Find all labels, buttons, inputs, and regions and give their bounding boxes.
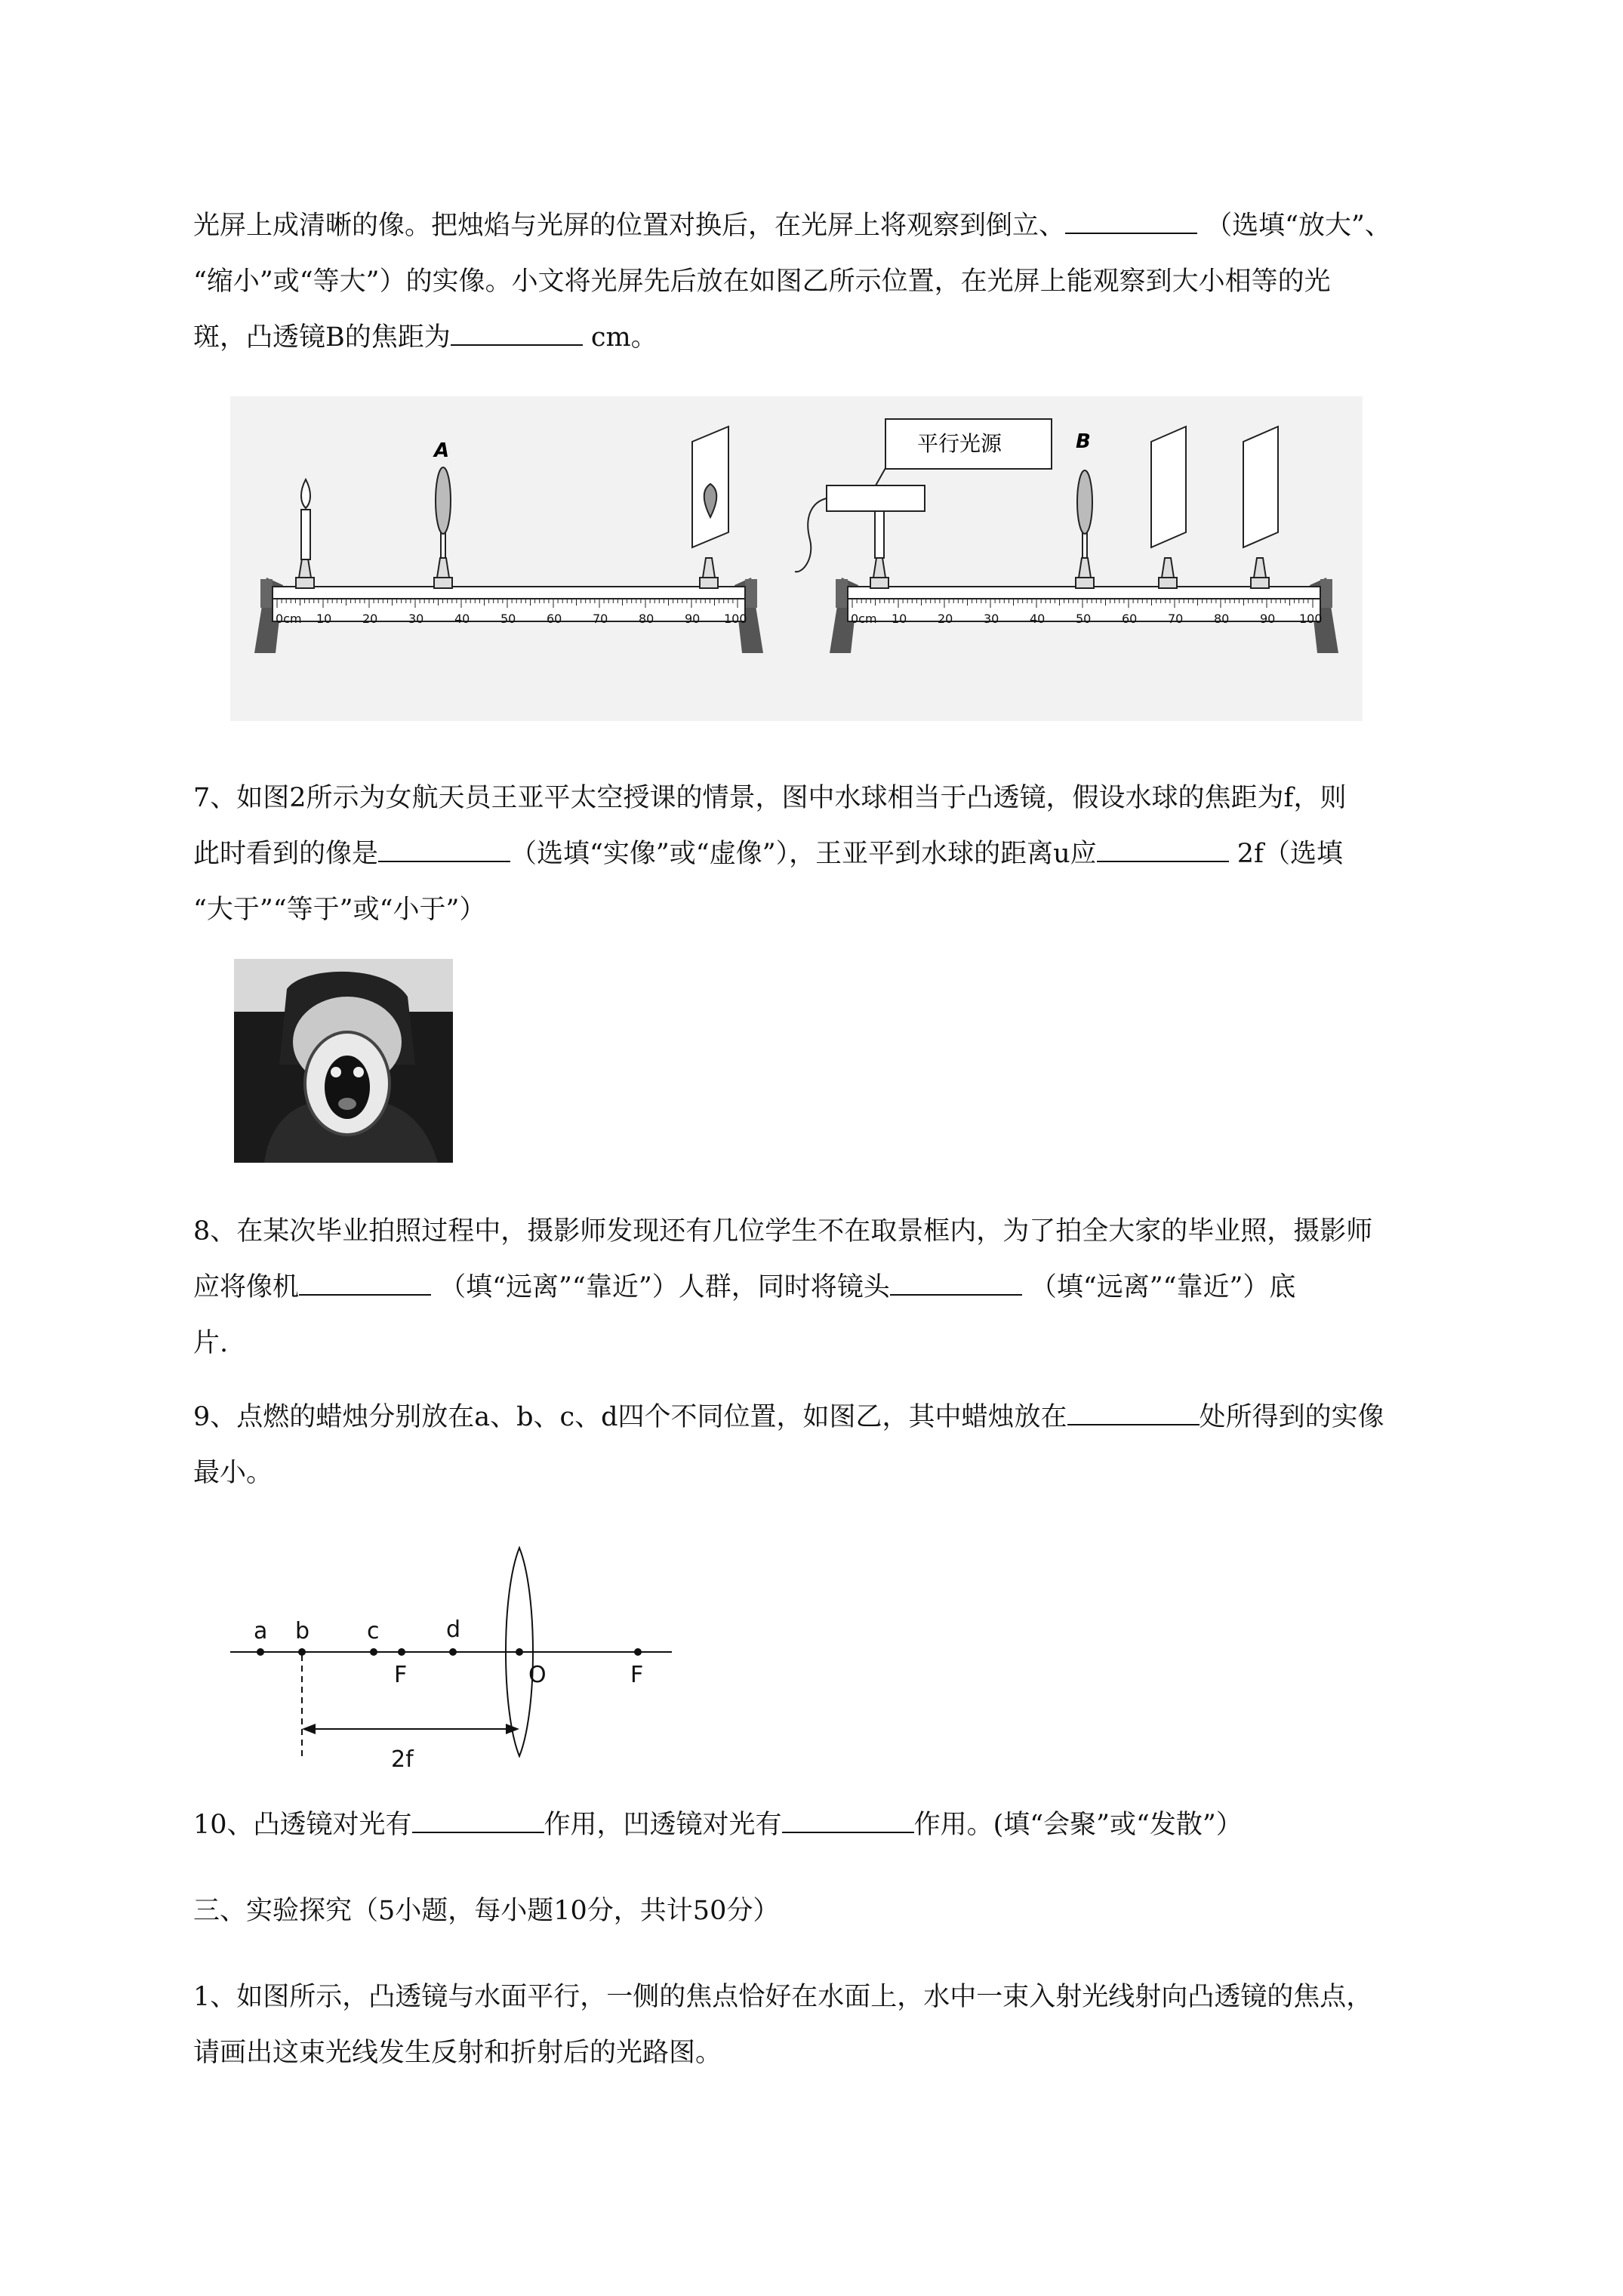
point-c xyxy=(370,1648,377,1656)
answer-blank[interactable] xyxy=(1097,833,1229,862)
svg-text:20: 20 xyxy=(362,612,378,626)
answer-blank[interactable] xyxy=(1067,1396,1200,1425)
point-a xyxy=(257,1648,264,1656)
answer-blank[interactable] xyxy=(890,1266,1022,1296)
svg-text:100: 100 xyxy=(1299,612,1323,626)
question-9-text: 9、点燃的蜡烛分别放在a、b、c、d四个不同位置，如图乙，其中蜡烛放在 处所得到的实像 最小。 xyxy=(193,1389,1537,1501)
label-a: a xyxy=(254,1618,268,1644)
experiment-question-1-text: 1、如图所示，凸透镜与水面平行，一侧的焦点恰好在水面上，水中一束入射光线射向凸透镜的焦点， 请画出这束光线发生反射和折射后的光路图。 xyxy=(193,1982,1373,2068)
point-f-left xyxy=(398,1648,405,1656)
point-b xyxy=(298,1648,306,1656)
svg-text:40: 40 xyxy=(454,612,470,626)
svg-text:80: 80 xyxy=(639,612,654,626)
question-10-text: 10、凸透镜对光有 作用，凹透镜对光有 作用。(填“会聚”或“发散”） xyxy=(193,1797,1537,1853)
svg-text:100: 100 xyxy=(724,612,747,626)
svg-text:90: 90 xyxy=(1260,612,1276,626)
svg-text:80: 80 xyxy=(1214,612,1230,626)
answer-blank[interactable] xyxy=(451,316,583,346)
question-6-text: 光屏上成清晰的像。把烛焰与光屏的位置对换后，在光屏上将观察到倒立、 （选填“放大”、 “缩小”或“等大”）的实像。小文将光屏先后放在如图乙所示位置，在光屏上能观察到大小相等的光 斑，凸透镜B的焦距为 cm。 xyxy=(193,198,1537,365)
point-o xyxy=(516,1648,523,1656)
svg-text:70: 70 xyxy=(1168,612,1184,626)
point-f-right xyxy=(634,1648,642,1656)
svg-text:20: 20 xyxy=(938,612,953,626)
svg-text:50: 50 xyxy=(500,612,516,626)
svg-text:30: 30 xyxy=(984,612,999,626)
question-7-text: 7、如图2所示为女航天员王亚平太空授课的情景，图中水球相当于凸透镜，假设水球的焦距为f，则 此时看到的像是 （选填“实像”或“虚像”），王亚平到水球的距离u应 2f（选填 “大于”“等于”或“小于”） xyxy=(193,783,1347,925)
label-f-left: F xyxy=(394,1662,408,1688)
answer-blank[interactable] xyxy=(299,1266,431,1296)
svg-text:40: 40 xyxy=(1030,612,1046,626)
label-o: O xyxy=(528,1662,547,1688)
answer-blank[interactable] xyxy=(782,1804,914,1833)
answer-blank[interactable] xyxy=(412,1804,544,1833)
label-b: b xyxy=(295,1618,310,1644)
lens-position-diagram xyxy=(226,1540,679,1782)
question-8-text: 8、在某次毕业拍照过程中，摄影师发现还有几位学生不在取景框内，为了拍全大家的毕业照，摄影师 应将像机 （填“远离”“靠近”）人群，同时将镜头 （填“远离”“靠近”）底 片. xyxy=(193,1216,1373,1358)
label-c: c xyxy=(367,1618,380,1644)
svg-text:60: 60 xyxy=(547,612,562,626)
label-2f: 2f xyxy=(391,1746,414,1773)
svg-text:60: 60 xyxy=(1122,612,1138,626)
svg-text:0cm: 0cm xyxy=(276,612,302,626)
svg-text:平行光源: 平行光源 xyxy=(917,431,1002,456)
optical-bench-figure xyxy=(230,396,1363,721)
svg-text:50: 50 xyxy=(1076,612,1092,626)
label-f-right: F xyxy=(630,1662,644,1688)
svg-text:70: 70 xyxy=(593,612,608,626)
answer-blank[interactable] xyxy=(378,833,510,862)
svg-text:10: 10 xyxy=(316,612,332,626)
svg-text:90: 90 xyxy=(685,612,701,626)
svg-text:0cm: 0cm xyxy=(851,612,877,626)
answer-blank[interactable] xyxy=(1065,205,1197,234)
svg-text:10: 10 xyxy=(892,612,907,626)
section-heading: 三、实验探究（5小题，每小题10分，共计50分） xyxy=(193,1896,780,1926)
svg-text:B: B xyxy=(1076,430,1091,453)
astronaut-water-ball-photo xyxy=(234,959,453,1163)
svg-text:A: A xyxy=(434,439,450,462)
label-d: d xyxy=(446,1616,461,1643)
point-d xyxy=(449,1648,457,1656)
svg-text:30: 30 xyxy=(408,612,424,626)
